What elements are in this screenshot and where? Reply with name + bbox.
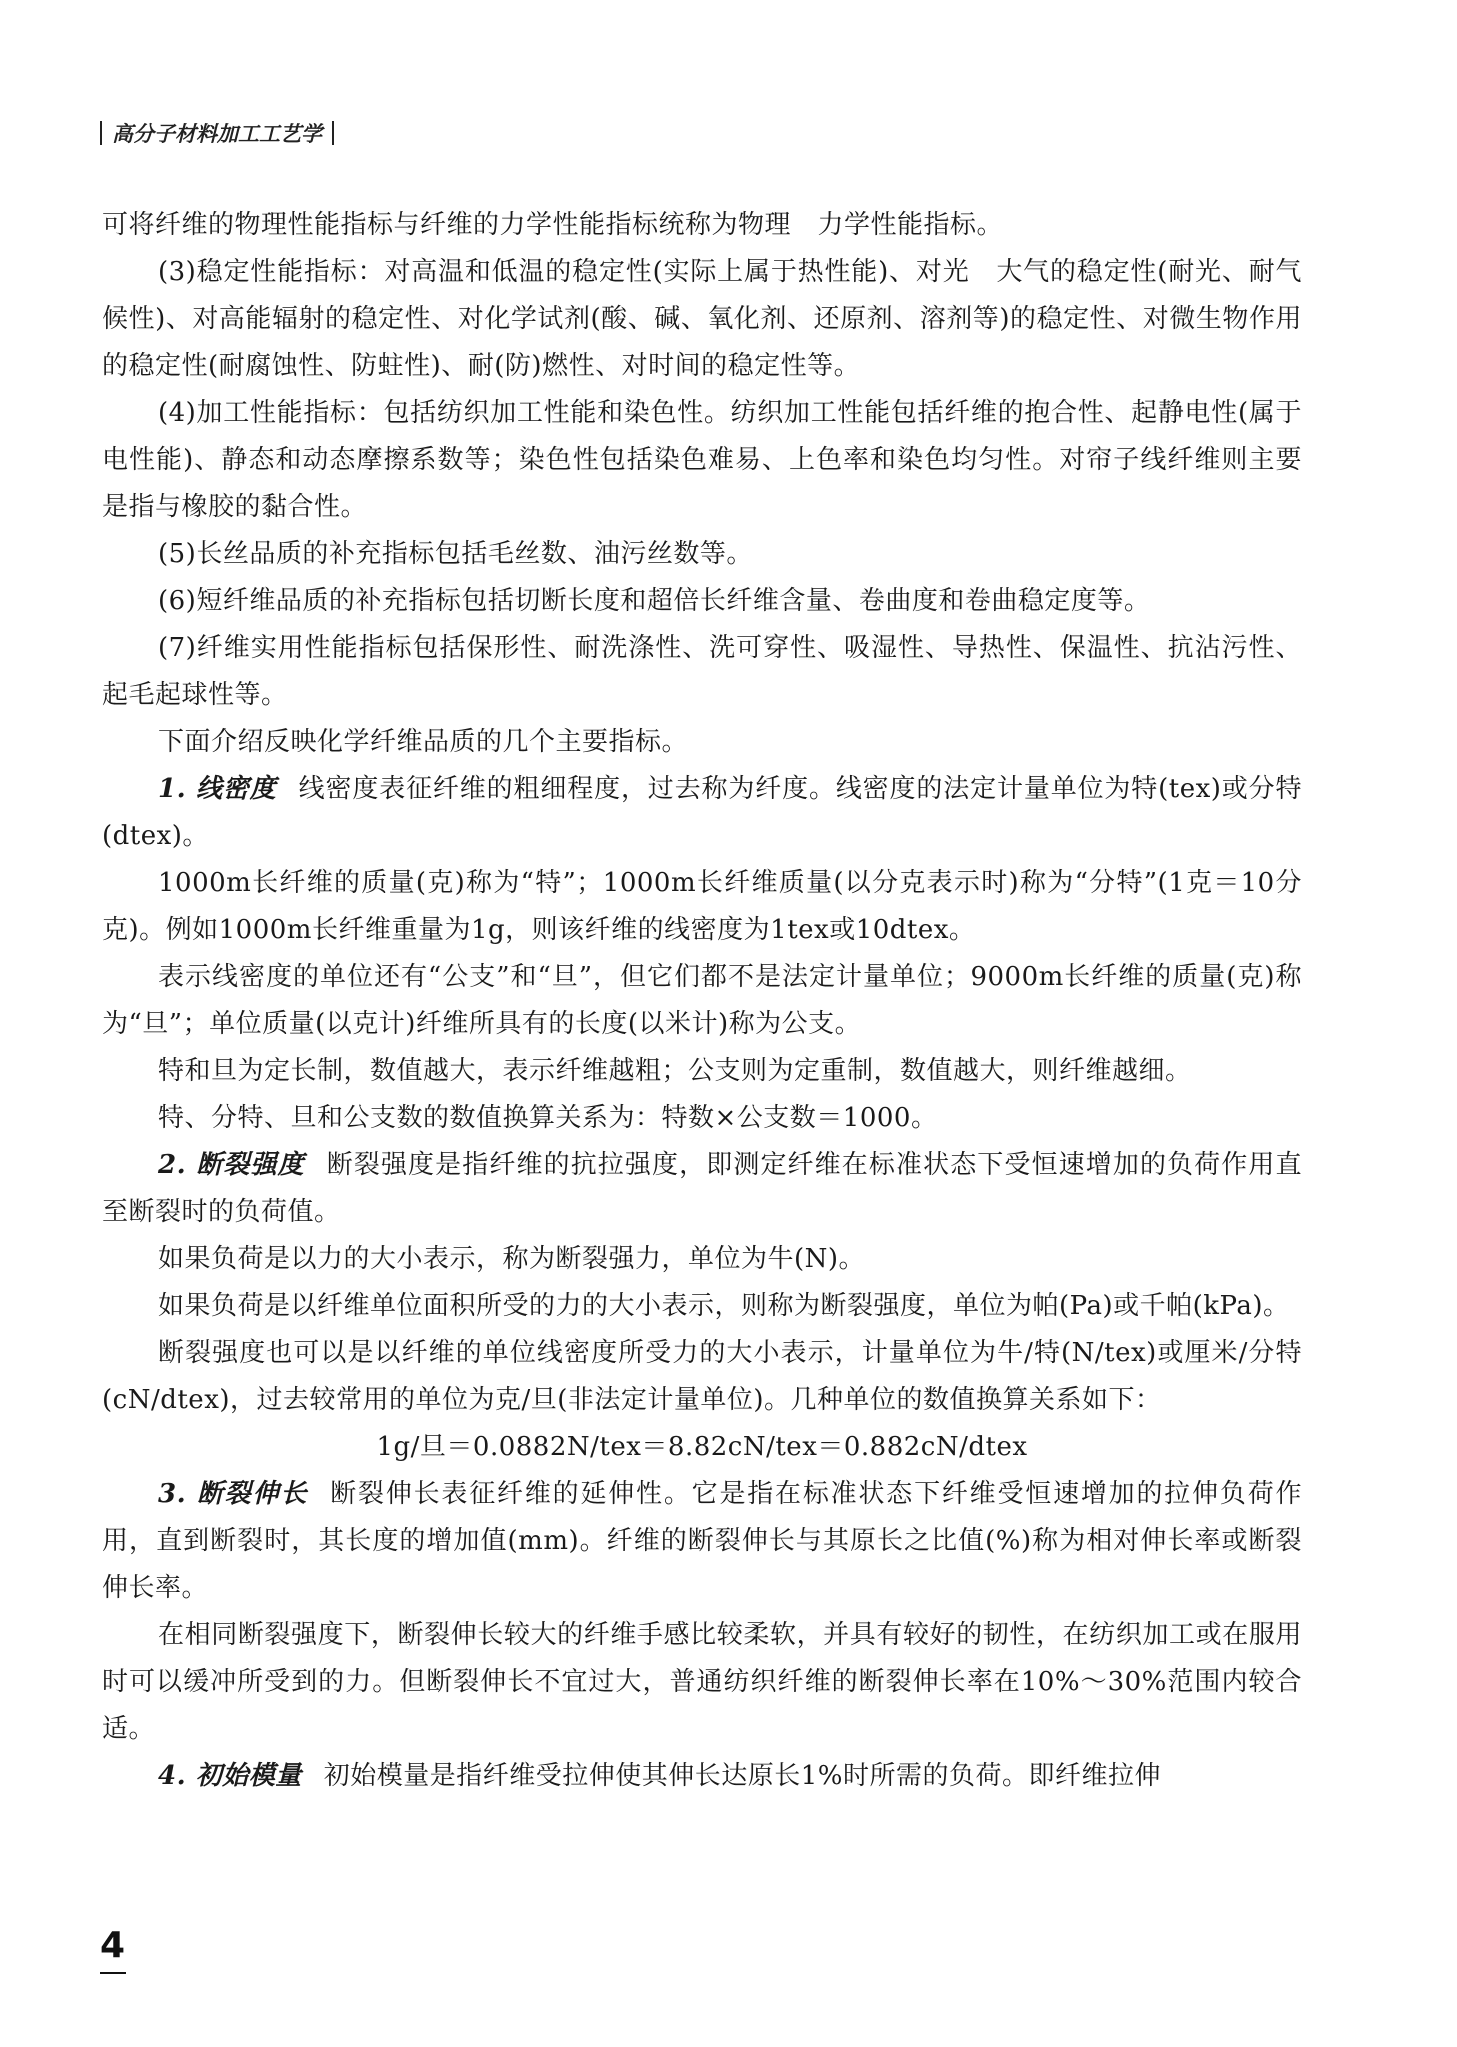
running-header (100, 118, 334, 148)
paragraph: 断裂强度也可以是以纤维的单位线密度所受力的大小表示，计量单位为牛/特(N/tex)或厘米/分特(cN/dtex)，过去较常用的单位为克/旦(非法定计量单位)。几种单位的数值换算关系如下： (102, 1338, 1302, 1415)
paragraph: 1000m长纤维的质量(克)称为“特”；1000m长纤维质量(以分克表示时)称为“分特”(1克＝10分克)。例如1000m长纤维重量为1g，则该纤维的线密度为1tex或10dtex。 (102, 868, 1302, 945)
header-divider-left (100, 121, 102, 145)
paragraph: 特和旦为定长制，数值越大，表示纤维越粗；公支则为定重制，数值越大，则纤维越细。 (158, 1056, 1192, 1086)
paragraph: (7)纤维实用性能指标包括保形性、耐洗涤性、洗可穿性、吸湿性、导热性、保温性、抗沾污性、起毛起球性等。 (102, 633, 1302, 710)
body-text (102, 202, 1302, 1800)
section-title: 2. 断裂强度 (158, 1150, 305, 1180)
section-text: 断裂强度是指纤维的抗拉强度，即测定纤维在标准状态下受恒速增加的负荷作用直至断裂时的负荷值。 (102, 1150, 1302, 1227)
paragraph: 如果负荷是以力的大小表示，称为断裂强力，单位为牛(N)。 (158, 1244, 866, 1274)
paragraph: (6)短纤维品质的补充指标包括切断长度和超倍长纤维含量、卷曲度和卷曲稳定度等。 (158, 586, 1151, 616)
section-title: 3. 断裂伸长 (158, 1479, 309, 1509)
paragraph: 特、分特、旦和公支数的数值换算关系为：特数×公支数＝1000。 (158, 1103, 938, 1133)
section-paragraph (102, 1471, 1302, 1612)
paragraph: 如果负荷是以纤维单位面积所受的力的大小表示，则称为断裂强度，单位为帕(Pa)或千帕(kPa)。 (158, 1291, 1290, 1321)
paragraph: 在相同断裂强度下，断裂伸长较大的纤维手感比较柔软，并具有较好的韧性，在纺织加工或在服用时可以缓冲所受到的力。但断裂伸长不宜过大，普通纺织纤维的断裂伸长率在10%～30%范围内较合适。 (102, 1620, 1302, 1744)
header-divider-right (332, 121, 334, 145)
paragraph: (4)加工性能指标：包括纺织加工性能和染色性。纺织加工性能包括纤维的抱合性、起静电性(属于电性能)、静态和动态摩擦系数等；染色性包括染色难易、上色率和染色均匀性。对帘子线纤维则主要是指与橡胶的黏合性。 (102, 398, 1302, 522)
section-paragraph (102, 1142, 1302, 1236)
section-text: 初始模量是指纤维受拉伸使其伸长达原长1%时所需的负荷。即纤维拉伸 (323, 1761, 1161, 1791)
paragraph: 下面介绍反映化学纤维品质的几个主要指标。 (158, 727, 689, 757)
section-text: 断裂伸长表征纤维的延伸性。它是指在标准状态下纤维受恒速增加的拉伸负荷作用，直到断裂时，其长度的增加值(mm)。纤维的断裂伸长与其原长之比值(%)称为相对伸长率或断裂伸长率。 (102, 1479, 1302, 1603)
section-paragraph (102, 766, 1302, 860)
paragraph: 表示线密度的单位还有“公支”和“旦”，但它们都不是法定计量单位；9000m长纤维的质量(克)称为“旦”；单位质量(以克计)纤维所具有的长度(以米计)称为公支。 (102, 962, 1302, 1039)
paragraph: 可将纤维的物理性能指标与纤维的力学性能指标统称为物理 力学性能指标。 (102, 210, 1004, 240)
section-text: 线密度表征纤维的粗细程度，过去称为纤度。线密度的法定计量单位为特(tex)或分特(dtex)。 (102, 774, 1302, 851)
unit-conversion-formula: 1g/旦＝0.0882N/tex＝8.82cN/tex＝0.882cN/dtex (376, 1432, 1028, 1462)
section-title: 1. 线密度 (158, 774, 277, 804)
page-number-rule (100, 1972, 126, 1974)
running-title: 高分子材料加工工艺学 (112, 122, 322, 146)
section-title: 4. 初始模量 (158, 1761, 302, 1791)
paragraph: (3)稳定性能指标：对高温和低温的稳定性(实际上属于热性能)、对光 大气的稳定性(耐光、耐气候性)、对高能辐射的稳定性、对化学试剂(酸、碱、氧化剂、还原剂、溶剂等)的稳定性、对微生物作用的稳定性(耐腐蚀性、防蛀性)、耐(防)燃性、对时间的稳定性等。 (102, 257, 1302, 381)
paragraph: (5)长丝品质的补充指标包括毛丝数、油污丝数等。 (158, 539, 753, 569)
section-paragraph (102, 1753, 1302, 1800)
page-number: 4 (100, 1925, 126, 1966)
